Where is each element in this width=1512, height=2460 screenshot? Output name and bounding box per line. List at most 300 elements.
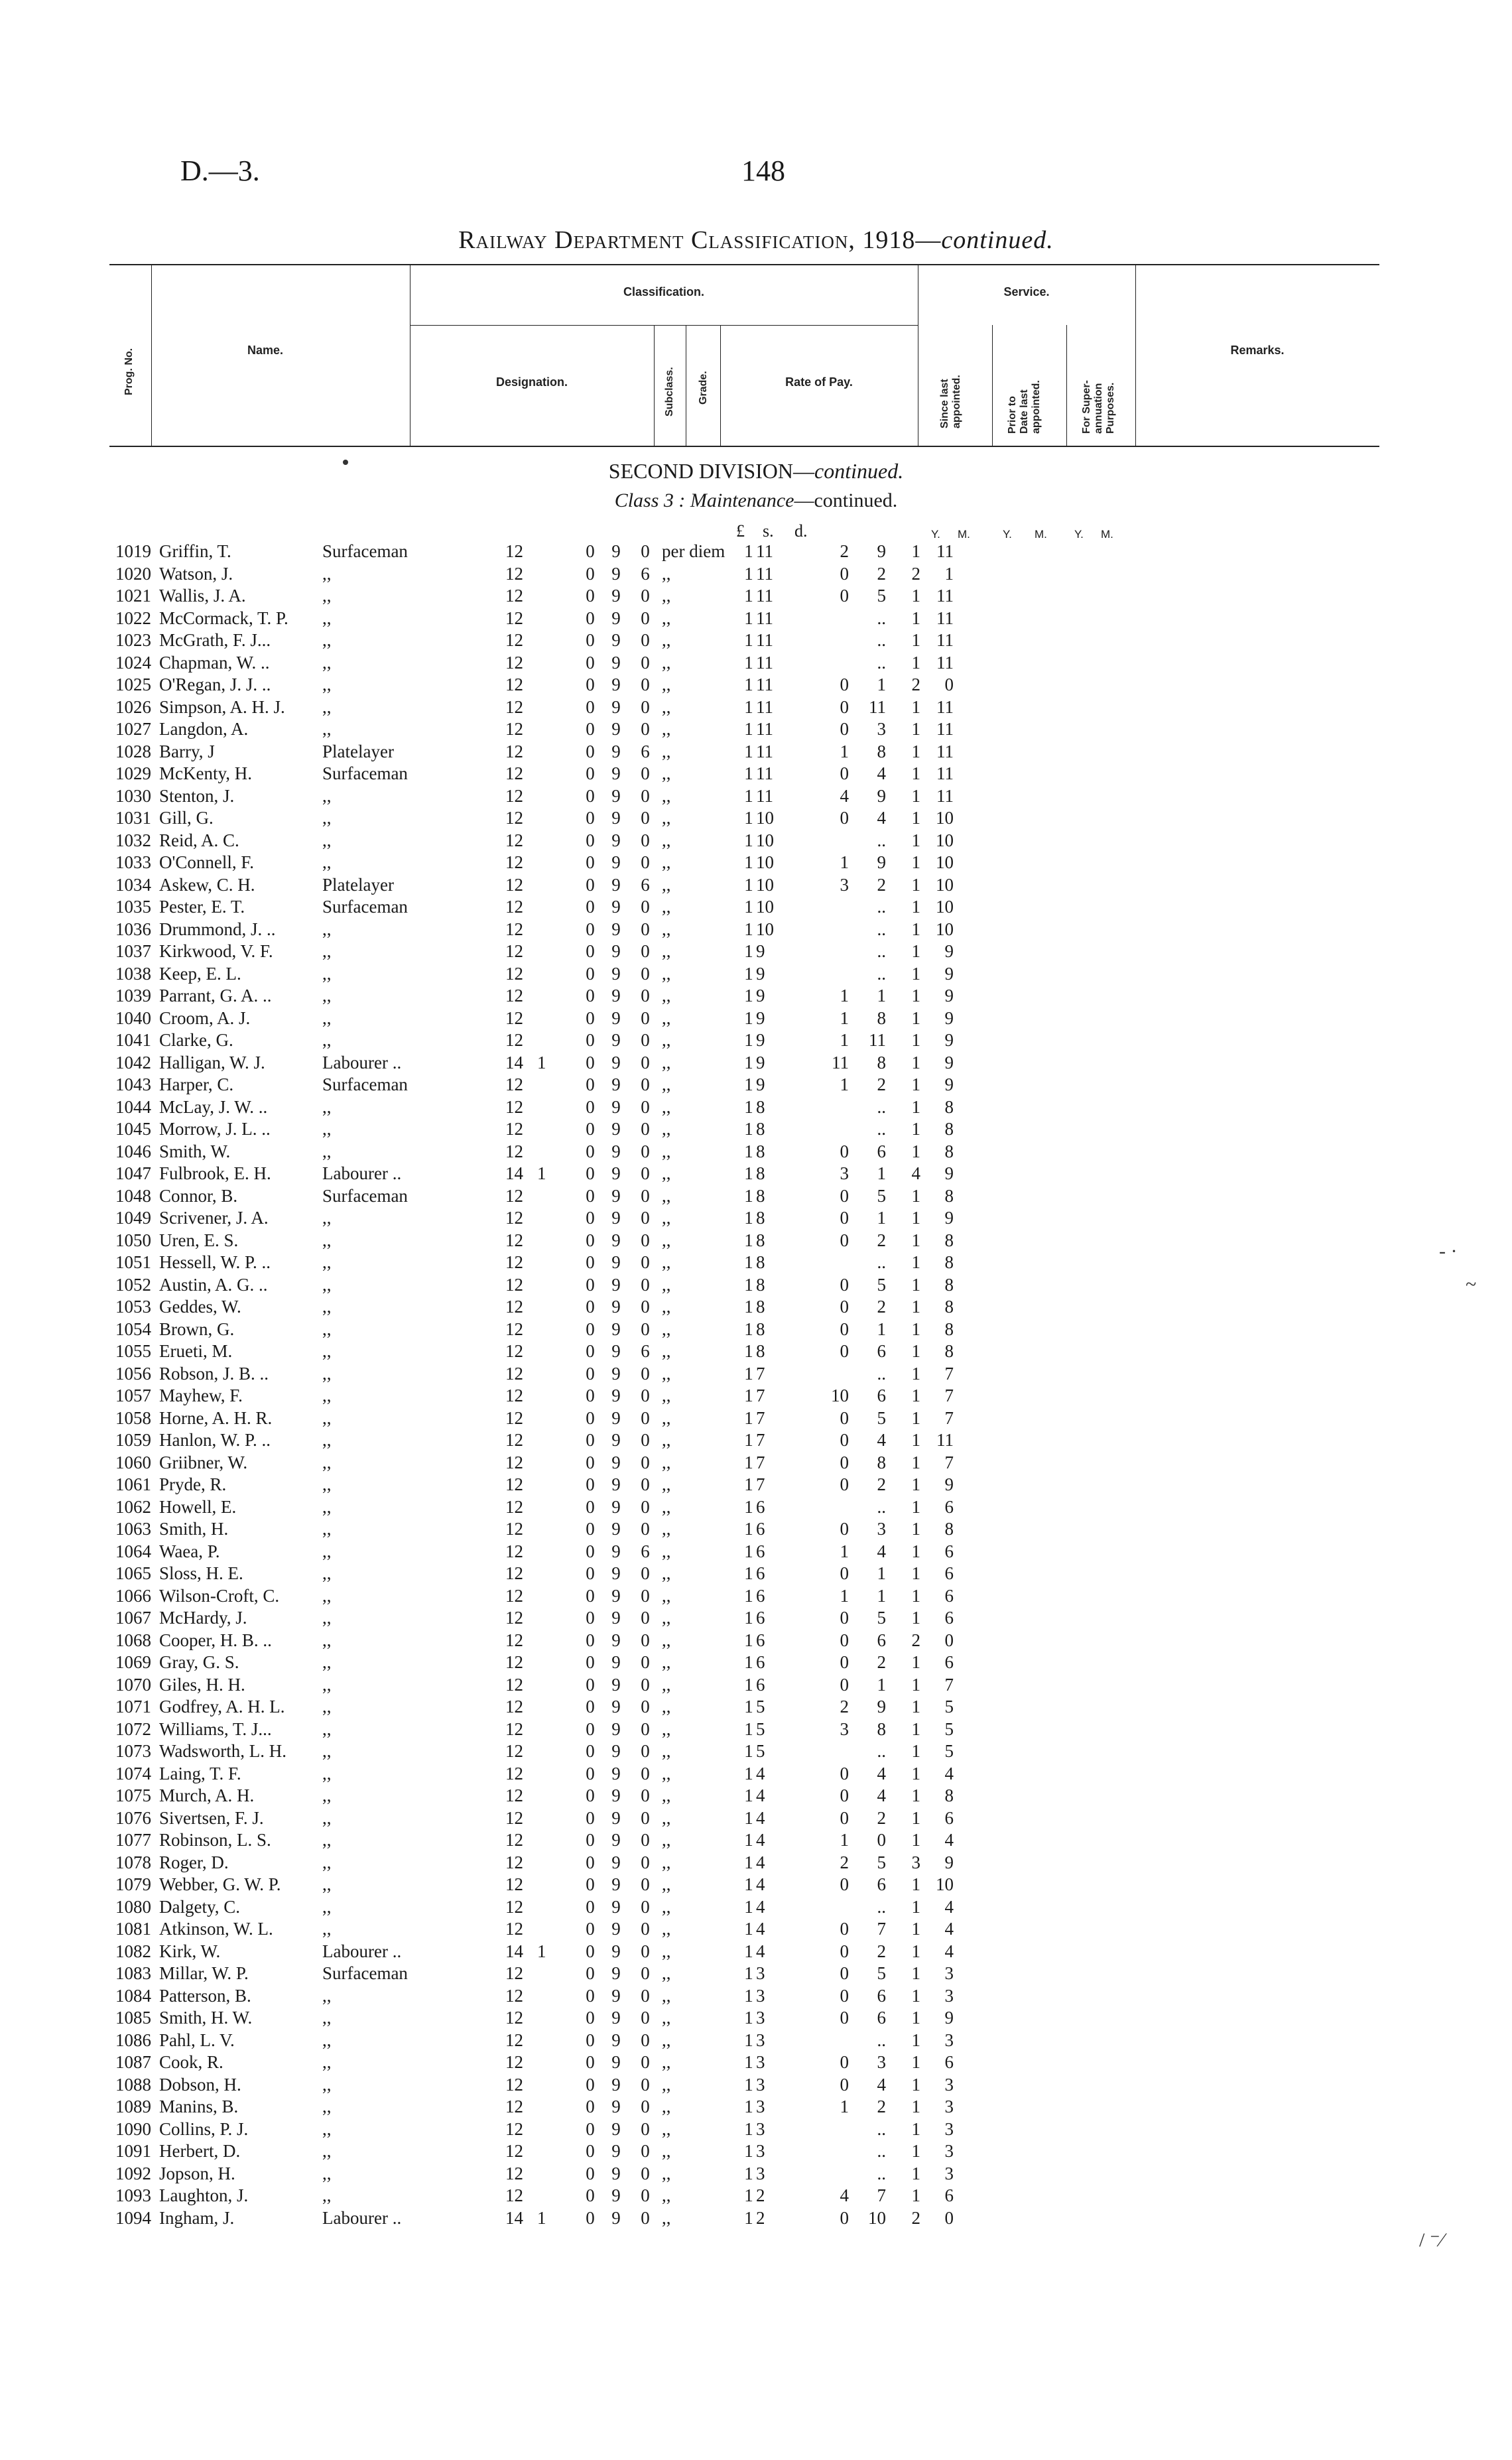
cell-per-unit: ,, [662,1163,671,1184]
cell-per-unit: ,, [662,1007,671,1028]
cell-per-unit: ,, [662,675,671,695]
cell-pence: 0 [641,2141,650,2162]
cell-subclass: 12 [505,1407,523,1428]
cell-pence: 0 [641,919,650,939]
cell-super-months: 4 [944,1919,954,1939]
cell-grade [537,963,577,986]
cell-pounds: 0 [586,1941,595,1961]
cell-super-months: 8 [944,1519,954,1539]
cell-pounds: 0 [586,1363,595,1384]
cell-prior-months: 3 [877,1519,886,1539]
cell-name: Robinson, L. S. [159,1830,271,1850]
cell-since-months: 6 [756,1519,765,1539]
cell-shillings: 9 [611,1230,621,1250]
cell-super-months: 7 [944,1452,954,1472]
cell-name: Roger, D. [159,1852,229,1872]
cell-pence: 0 [641,2074,650,2095]
cell-grade [537,852,577,874]
cell-prior-years: 4 [840,785,849,806]
cell-grade [537,1096,577,1119]
cell-pence: 0 [641,1452,650,1472]
cell-name: Laughton, J. [159,2185,249,2206]
cell-designation: ,, [322,1830,332,1850]
margin-mark-2: ~ [1466,1273,1477,1295]
cell-prog-no: 1087 [115,2052,151,2073]
cell-grade [537,1696,577,1718]
table-row [115,1429,954,1452]
cell-name: Pester, E. T. [159,897,245,917]
cell-prior-years: 0 [840,1630,849,1650]
cell-grade [537,718,577,741]
cell-pounds: 0 [586,608,595,628]
cell-pounds: 0 [586,1697,595,1717]
cell-shillings: 9 [611,1718,621,1739]
cell-prior-months: .. [877,1496,886,1517]
cell-prior-years: 1 [840,1030,849,1051]
cell-super-years: 1 [911,1874,920,1895]
cell-pounds: 0 [586,1741,595,1762]
table-row [115,1941,954,1963]
cell-pounds: 0 [586,1807,595,1828]
cell-subclass: 12 [505,630,523,651]
cell-grade [537,1296,577,1319]
cell-subclass: 12 [505,830,523,850]
cell-super-years: 1 [911,1430,920,1451]
cell-per-unit: ,, [662,1430,671,1451]
cell-name: McKenty, H. [159,763,252,784]
cell-subclass: 12 [505,1741,523,1762]
cell-designation: ,, [322,1452,332,1472]
cell-pounds: 0 [586,1674,595,1695]
cell-prior-years: 0 [840,1208,849,1228]
cell-prior-months: 9 [877,1697,886,1717]
cell-pence: 0 [641,1563,650,1584]
cell-pounds: 0 [586,2030,595,2050]
cell-super-months: 10 [936,897,954,917]
cell-since-months: 6 [756,1674,765,1695]
cell-since-years: 1 [744,941,753,962]
cell-shillings: 9 [611,741,621,761]
cell-since-years: 1 [744,2052,753,2073]
unit-super-years: Y. [1074,528,1084,541]
cell-prior-years: 0 [840,1941,849,1961]
cell-since-months: 8 [756,1252,765,1273]
cell-subclass: 12 [505,763,523,784]
cell-grade [537,1607,577,1630]
cell-prog-no: 1071 [115,1697,151,1717]
cell-subclass: 12 [505,1519,523,1539]
cell-since-months: 8 [756,1185,765,1206]
cell-name: Jopson, H. [159,2163,235,2183]
cell-shillings: 9 [611,808,621,828]
cell-since-years: 1 [744,1697,753,1717]
cell-prog-no: 1021 [115,586,151,606]
cell-super-months: 6 [944,1652,954,1673]
cell-super-months: 8 [944,1341,954,1362]
cell-name: Connor, B. [159,1185,238,1206]
cell-shillings: 9 [611,1741,621,1762]
table-row [115,1918,954,1941]
cell-since-months: 11 [756,652,773,673]
cell-name: Smith, W. [159,1141,231,1161]
cell-pence: 0 [641,897,650,917]
cell-per-unit: per diem [662,541,725,562]
cell-prog-no: 1067 [115,1608,151,1628]
cell-pence: 0 [641,1163,650,1184]
cell-prior-months: 5 [877,1608,886,1628]
cell-super-months: 9 [944,1030,954,1051]
cell-super-years: 1 [911,1785,920,1806]
cell-pounds: 0 [586,2052,595,2073]
cell-prog-no: 1041 [115,1030,151,1051]
cell-since-years: 1 [744,1297,753,1317]
cell-prog-no: 1024 [115,652,151,673]
cell-super-months: 0 [944,1630,954,1650]
cell-since-months: 5 [756,1718,765,1739]
cell-pence: 0 [641,1830,650,1850]
cell-super-months: 3 [944,2163,954,2183]
cell-designation: ,, [322,608,332,628]
cell-designation: ,, [322,1007,332,1028]
cell-prior-years: 0 [840,1563,849,1584]
cell-grade [537,1563,577,1585]
cell-subclass: 12 [505,652,523,673]
cell-designation: ,, [322,1319,332,1339]
cell-since-years: 1 [744,1119,753,1139]
col-grade: Grade. [698,371,709,405]
cell-since-years: 1 [744,2185,753,2206]
cell-subclass: 12 [505,2185,523,2206]
cell-name: Collins, P. J. [159,2118,249,2139]
vline-prog [151,264,152,446]
cell-designation: Surfaceman [322,541,408,562]
cell-subclass: 12 [505,1852,523,1872]
cell-since-years: 1 [744,1185,753,1206]
cell-per-unit: ,, [662,1407,671,1428]
cell-super-years: 4 [911,1163,920,1184]
cell-pence: 0 [641,630,650,651]
cell-prior-months: 2 [877,1297,886,1317]
cell-pence: 0 [641,1208,650,1228]
cell-grade: 1 [537,2207,546,2228]
cell-grade [537,1363,577,1386]
cell-since-years: 1 [744,1141,753,1161]
cell-since-years: 1 [744,541,753,562]
col-since-last: Since last appointed. [939,375,962,428]
cell-prior-months: 4 [877,1785,886,1806]
cell-super-months: 6 [944,1807,954,1828]
cell-prior-months: 6 [877,1341,886,1362]
cell-name: Cook, R. [159,2052,223,2073]
cell-designation: ,, [322,1496,332,1517]
cell-grade [537,741,577,763]
cell-prog-no: 1039 [115,986,151,1006]
cell-name: Cooper, H. B. .. [159,1630,272,1650]
table-row [115,1563,954,1585]
cell-designation: ,, [322,2185,332,2206]
cell-per-unit: ,, [662,1830,671,1850]
cell-per-unit: ,, [662,2030,671,2050]
cell-since-months: 9 [756,1007,765,1028]
cell-prog-no: 1025 [115,675,151,695]
cell-grade [537,585,577,608]
cell-subclass: 12 [505,1208,523,1228]
cell-pounds: 0 [586,2008,595,2028]
cell-prog-no: 1086 [115,2030,151,2050]
cell-shillings: 9 [611,830,621,850]
cell-shillings: 9 [611,1341,621,1362]
cell-per-unit: ,, [662,1030,671,1051]
cell-subclass: 12 [505,852,523,873]
cell-since-years: 1 [744,1985,753,2006]
unit-pence: d. [794,521,808,541]
cell-pence: 0 [641,1785,650,1806]
cell-pounds: 0 [586,1252,595,1273]
cell-grade [537,896,577,919]
cell-super-years: 2 [911,2207,920,2228]
cell-prog-no: 1051 [115,1252,151,1273]
cell-pounds: 0 [586,1274,595,1295]
cell-prior-months: 1 [877,986,886,1006]
cell-pence: 0 [641,963,650,984]
cell-per-unit: ,, [662,1185,671,1206]
class-heading-continued: —continued. [794,489,898,511]
cell-shillings: 9 [611,1785,621,1806]
cell-subclass: 12 [505,1430,523,1451]
cell-super-years: 1 [911,608,920,628]
cell-since-years: 1 [744,897,753,917]
cell-since-months: 9 [756,1074,765,1095]
cell-shillings: 9 [611,1830,621,1850]
table-row [115,2051,954,2074]
cell-name: Geddes, W. [159,1297,241,1317]
cell-prior-years: 3 [840,1718,849,1739]
table-row [115,2207,954,2230]
cell-name: Ingham, J. [159,2207,235,2228]
vline-since [992,325,993,446]
cell-name: Croom, A. J. [159,1007,251,1028]
cell-designation: ,, [322,2163,332,2183]
cell-grade [537,1141,577,1163]
cell-super-years: 1 [911,919,920,939]
cell-designation: ,, [322,1874,332,1895]
cell-per-unit: ,, [662,2008,671,2028]
cell-prior-years [820,830,849,852]
cell-prog-no: 1034 [115,874,151,895]
table-row [115,1630,954,1652]
cell-name: Austin, A. G. .. [159,1274,268,1295]
cell-grade [537,785,577,808]
cell-since-years: 1 [744,1030,753,1051]
cell-pence: 0 [641,1652,650,1673]
cell-since-months: 11 [756,785,773,806]
cell-prog-no: 1027 [115,719,151,740]
cell-since-months: 7 [756,1363,765,1384]
table-row [115,1474,954,1496]
cell-prog-no: 1066 [115,1585,151,1606]
cell-designation: ,, [322,1407,332,1428]
cell-pounds: 0 [586,696,595,717]
cell-prog-no: 1023 [115,630,151,651]
cell-shillings: 9 [611,1541,621,1561]
cell-since-months: 3 [756,2163,765,2183]
cell-pence: 0 [641,1230,650,1250]
cell-prog-no: 1030 [115,785,151,806]
cell-subclass: 12 [505,1874,523,1895]
cell-subclass: 12 [505,1363,523,1384]
cell-per-unit: ,, [662,1319,671,1339]
cell-prior-years: 4 [840,2185,849,2206]
cell-pence: 0 [641,1252,650,1273]
cell-since-years: 1 [744,1052,753,1072]
cell-since-months: 9 [756,1030,765,1051]
cell-shillings: 9 [611,1319,621,1339]
cell-pence: 0 [641,785,650,806]
cell-super-years: 1 [911,1363,920,1384]
cell-grade [537,1452,577,1474]
cell-since-years: 1 [744,608,753,628]
cell-pence: 0 [641,1874,650,1895]
unit-shilling: s. [763,521,774,541]
cell-since-months: 11 [756,541,773,562]
cell-subclass: 12 [505,1119,523,1139]
cell-per-unit: ,, [662,1074,671,1095]
cell-prior-months: 2 [877,1230,886,1250]
cell-super-months: 11 [936,741,954,761]
cell-since-months: 3 [756,1985,765,2006]
cell-pence: 0 [641,1718,650,1739]
cell-pounds: 0 [586,1208,595,1228]
table-row [115,1252,954,1274]
col-rate-of-pay: Rate of Pay. [785,375,853,389]
cell-super-months: 10 [936,874,954,895]
col-designation: Designation. [495,375,568,389]
cell-since-years: 1 [744,852,753,873]
cell-shillings: 9 [611,2141,621,2162]
cell-prior-months: 7 [877,2185,886,2206]
cell-prior-years: 0 [840,1141,849,1161]
cell-designation: ,, [322,1341,332,1362]
cell-since-years: 1 [744,1630,753,1650]
cell-super-months: 11 [936,763,954,784]
cell-prior-years: 0 [840,1674,849,1695]
cell-super-months: 6 [944,1585,954,1606]
cell-prior-years: 0 [840,1474,849,1495]
cell-prior-months: .. [877,608,886,628]
table-row [115,741,954,763]
cell-per-unit: ,, [662,1630,671,1650]
cell-since-years: 1 [744,1608,753,1628]
cell-designation: ,, [322,2030,332,2050]
cell-subclass: 12 [505,1585,523,1606]
cell-shillings: 9 [611,2030,621,2050]
unit-since-years: Y. [931,528,940,541]
cell-super-years: 1 [911,963,920,984]
cell-super-months: 1 [944,563,954,584]
cell-pounds: 0 [586,741,595,761]
table-row [115,852,954,874]
cell-super-years: 1 [911,2185,920,2206]
cell-subclass: 12 [505,1630,523,1650]
cell-since-months: 3 [756,2118,765,2139]
vline-prior [1066,325,1067,446]
cell-since-months: 3 [756,2097,765,2117]
cell-since-months: 5 [756,1697,765,1717]
cell-prog-no: 1092 [115,2163,151,2183]
cell-super-months: 8 [944,1785,954,1806]
cell-prior-months: 5 [877,1407,886,1428]
cell-designation: ,, [322,1674,332,1695]
page-number: 148 [741,155,785,187]
cell-pence: 0 [641,586,650,606]
cell-since-years: 1 [744,1585,753,1606]
cell-prior-months: .. [877,1252,886,1273]
cell-since-years: 1 [744,675,753,695]
cell-name: Mayhew, F. [159,1386,243,1406]
cell-since-years: 1 [744,2030,753,2050]
cell-pounds: 0 [586,941,595,962]
cell-prior-months: 9 [877,785,886,806]
cell-prior-years [820,1363,849,1386]
cell-designation: Surfaceman [322,897,408,917]
cell-per-unit: ,, [662,1963,671,1984]
cell-name: Wallis, J. A. [159,586,246,606]
cell-subclass: 12 [505,1074,523,1095]
cell-subclass: 12 [505,2008,523,2028]
cell-pence: 0 [641,1074,650,1095]
cell-grade [537,563,577,586]
cell-prog-no: 1049 [115,1208,151,1228]
cell-prior-years: 2 [840,1852,849,1872]
cell-pounds: 0 [586,963,595,984]
cell-subclass: 12 [505,586,523,606]
cell-subclass: 12 [505,963,523,984]
cell-prior-years [820,629,849,652]
cell-prior-years: 0 [840,675,849,695]
cell-prior-years: 0 [840,1185,849,1206]
cell-grade [537,541,577,563]
cell-super-months: 11 [936,696,954,717]
cell-pounds: 0 [586,630,595,651]
margin-mark-1: - · [1439,1240,1458,1262]
cell-prior-months: 6 [877,1985,886,2006]
cell-since-months: 8 [756,1341,765,1362]
cell-super-years: 1 [911,1407,920,1428]
table-row [115,1029,954,1052]
class-heading-main: Class 3 : Maintenance [614,489,794,511]
cell-subclass: 12 [505,563,523,584]
table-row [115,1385,954,1407]
cell-name: Erueti, M. [159,1341,233,1362]
margin-mark-3: / ⁻∕ [1419,2229,1444,2251]
cell-prior-years: 1 [840,852,849,873]
cell-shillings: 9 [611,1363,621,1384]
cell-since-years: 1 [744,2008,753,2028]
cell-prog-no: 1061 [115,1474,151,1495]
cell-name: Murch, A. H. [159,1785,255,1806]
cell-shillings: 9 [611,1630,621,1650]
cell-prog-no: 1048 [115,1185,151,1206]
cell-shillings: 9 [611,1297,621,1317]
cell-shillings: 9 [611,1585,621,1606]
cell-shillings: 9 [611,2185,621,2206]
cell-pounds: 0 [586,830,595,850]
cell-pence: 0 [641,1141,650,1161]
cell-per-unit: ,, [662,986,671,1006]
cell-super-years: 1 [911,1718,920,1739]
cell-pounds: 0 [586,986,595,1006]
cell-pounds: 0 [586,1785,595,1806]
